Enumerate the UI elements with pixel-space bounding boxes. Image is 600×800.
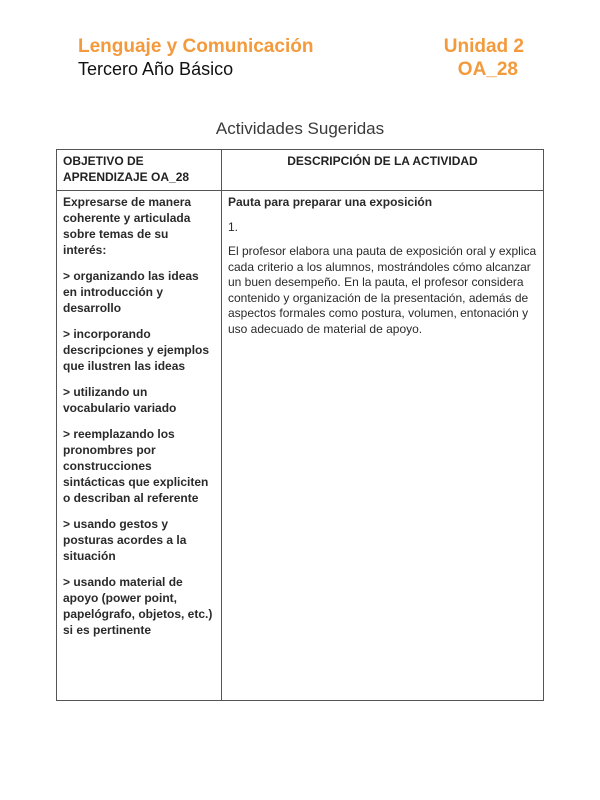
activity-body: El profesor elabora una pauta de exposición oral y explica cada criterio a los alumnos, mostrándoles cómo alcanzar un buen desempeño. En la pauta, el profesor considera contenido y organización de la presentación, además de aspectos formales como postura, volumen, entonación y uso adecuado de material de apoyo. (228, 244, 537, 336)
description-cell (222, 191, 544, 701)
page-header (78, 36, 524, 81)
table-header-row (57, 150, 544, 191)
objective-item: > usando material de apoyo (power point, papelógrafo, objetos, etc.) si es pertinente (63, 575, 213, 637)
header-row-top (78, 36, 524, 58)
section-title: Actividades Sugeridas (215, 119, 385, 138)
table-row (57, 191, 544, 701)
objective-item: > incorporando descripciones y ejemplos que ilustren las ideas (63, 327, 210, 373)
subject-title: Lenguaje y Comunicación (78, 36, 314, 57)
unit-label: Unidad 2 (443, 36, 524, 57)
activity-number: 1. (228, 220, 239, 234)
column-header-objective: OBJETIVO DE APRENDIZAJE OA_28 (57, 150, 222, 191)
objective-item: > usando gestos y posturas acordes a la situación (63, 517, 187, 563)
objective-cell (57, 191, 222, 701)
oa-code-label: OA_28 (457, 59, 518, 80)
header-row-bottom (78, 58, 524, 81)
objective-intro: Expresarse de manera coherente y articulada sobre temas de su interés: (63, 195, 192, 257)
grade-label: Tercero Año Básico (78, 59, 234, 79)
objective-item: > reemplazando los pronombres por construcciones sintácticas que expliciten o describan al referente (63, 427, 209, 505)
objective-item: > utilizando un vocabulario variado (63, 385, 177, 415)
activity-title: Pauta para preparar una exposición (228, 195, 433, 209)
column-header-description: DESCRIPCIÓN DE LA ACTIVIDAD (222, 150, 544, 191)
objective-item: > organizando las ideas en introducción y desarrollo (63, 269, 199, 315)
activities-table (56, 149, 544, 701)
